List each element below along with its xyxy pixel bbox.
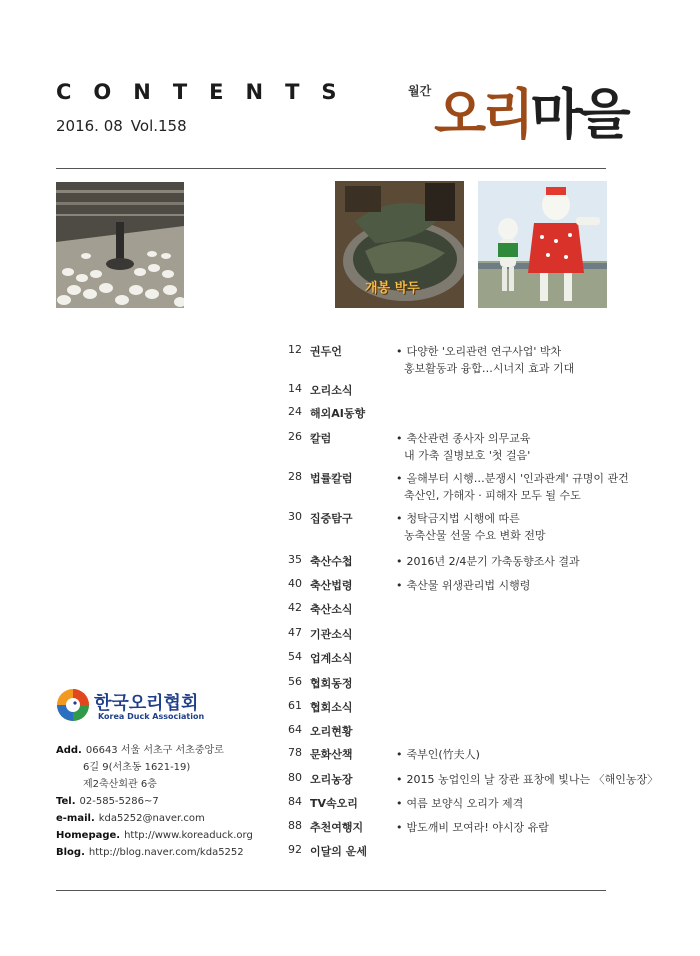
homepage-link[interactable]: http://www.koreaduck.org bbox=[124, 830, 253, 841]
bullet-icon: • bbox=[396, 748, 403, 761]
toc-description-line: 농축산물 선물 수요 변화 전망 bbox=[404, 529, 546, 542]
toc-description bbox=[396, 430, 530, 464]
issue-volume: Vol.158 bbox=[130, 117, 187, 135]
toc-description-line: 다양한 '오리관련 연구사업' 박차 bbox=[406, 345, 562, 358]
email-line bbox=[56, 810, 253, 827]
toc-description-line: 올해부터 시행…분쟁시 '인과관계' 규명이 관건 bbox=[406, 472, 629, 485]
toc-page-number: 92 bbox=[288, 843, 302, 856]
toc-page-number: 30 bbox=[288, 510, 302, 523]
toc-section-title: 협회소식 bbox=[310, 701, 353, 714]
magazine-monthly-label: 월간 bbox=[408, 84, 432, 98]
bullet-icon: • bbox=[396, 579, 403, 592]
email-link[interactable]: kda5252@naver.com bbox=[98, 813, 205, 824]
toc-section-title: 협회동정 bbox=[310, 677, 353, 690]
dish-photo-caption: 개봉 박두 bbox=[365, 281, 420, 296]
toc-section-title: 축산수첩 bbox=[310, 555, 353, 568]
toc-section-title: 집중탐구 bbox=[310, 512, 353, 525]
address-line-1 bbox=[56, 742, 253, 759]
toc-description bbox=[396, 510, 546, 544]
toc-description bbox=[396, 553, 580, 570]
toc-description bbox=[396, 746, 480, 763]
toc-description-line: 홍보활동과 융합…시너지 효과 기대 bbox=[404, 362, 575, 375]
tel-value: 02-585-5286~7 bbox=[79, 796, 159, 807]
bullet-icon: • bbox=[396, 512, 403, 525]
toc-page-number: 26 bbox=[288, 430, 302, 443]
toc-page-number: 61 bbox=[288, 699, 302, 712]
toc-description-line: 여름 보양식 오리가 제격 bbox=[406, 797, 524, 810]
address-value-1: 06643 서울 서초구 서초중앙로 bbox=[85, 745, 224, 756]
magazine-brand-text bbox=[434, 72, 627, 149]
association-logo bbox=[56, 688, 216, 726]
statue-illustration bbox=[478, 181, 607, 308]
toc-page-number: 78 bbox=[288, 746, 302, 759]
toc-section-title: TV속오리 bbox=[310, 797, 358, 810]
toc-description bbox=[396, 771, 658, 788]
top-divider bbox=[56, 168, 606, 169]
duck-dish-photo bbox=[335, 181, 464, 308]
toc-description-line: 죽부인(竹夫人) bbox=[406, 748, 480, 761]
duck-farm-photo bbox=[56, 182, 184, 308]
association-name-ko: 한국오리협회 bbox=[94, 693, 199, 714]
toc-description bbox=[396, 819, 549, 836]
toc-section-title: 법률칼럼 bbox=[310, 472, 353, 485]
toc-section-title: 오리소식 bbox=[310, 384, 353, 397]
toc-section-title: 이달의 운세 bbox=[310, 845, 367, 858]
toc-description bbox=[396, 470, 629, 504]
toc-description bbox=[396, 795, 523, 812]
toc-section-title: 해외AI동향 bbox=[310, 407, 366, 420]
toc-page-number: 24 bbox=[288, 405, 302, 418]
toc-section-title: 오리농장 bbox=[310, 773, 353, 786]
homepage-line bbox=[56, 827, 253, 844]
address-line-3: 제2축산회관 6층 bbox=[83, 779, 157, 790]
contents-title: CONTENTS bbox=[56, 80, 359, 104]
address-line-2: 6길 9(서초동 1621-19) bbox=[83, 762, 191, 773]
toc-description-line: 청탁금지법 시행에 따른 bbox=[406, 512, 520, 525]
bullet-icon: • bbox=[396, 555, 403, 568]
toc-description-line: 밤도깨비 모여라! 야시장 유람 bbox=[406, 821, 549, 834]
toc-page-number: 35 bbox=[288, 553, 302, 566]
toc-section-title: 문화산책 bbox=[310, 748, 353, 761]
blog-link[interactable]: http://blog.naver.com/kda5252 bbox=[88, 847, 244, 858]
magazine-logo bbox=[404, 68, 627, 160]
contact-info bbox=[56, 742, 253, 861]
blog-line bbox=[56, 844, 253, 861]
toc-page-number: 28 bbox=[288, 470, 302, 483]
bullet-icon: • bbox=[396, 472, 403, 485]
association-name-en: Korea Duck Association bbox=[98, 712, 205, 721]
email-label: e-mail. bbox=[56, 813, 95, 824]
toc-section-title: 오리현황 bbox=[310, 725, 353, 738]
bottom-divider bbox=[56, 890, 606, 891]
toc-description-line: 축산물 위생관리법 시행령 bbox=[406, 579, 531, 592]
toc-description-line: 축산관련 종사자 의무교육 bbox=[406, 432, 531, 445]
toc-section-title: 축산법령 bbox=[310, 579, 353, 592]
magazine-brand-part2: 마을 bbox=[530, 82, 627, 146]
toc-page-number: 56 bbox=[288, 675, 302, 688]
toc-page-number: 47 bbox=[288, 626, 302, 639]
tel-label: Tel. bbox=[56, 796, 76, 807]
bullet-icon: • bbox=[396, 345, 403, 358]
toc-description-line: 2015 농업인의 날 장관 표창에 빛나는 〈해인농장〉 bbox=[406, 773, 659, 786]
association-duck-icon bbox=[56, 688, 90, 722]
toc-description-line: 2016년 2/4분기 가축동향조사 결과 bbox=[406, 555, 580, 568]
bullet-icon: • bbox=[396, 773, 403, 786]
issue-line bbox=[56, 117, 187, 135]
toc-section-title: 업계소식 bbox=[310, 652, 353, 665]
toc-section-title: 축산소식 bbox=[310, 603, 353, 616]
statue-photo bbox=[478, 181, 607, 308]
toc-description-line: 축산인, 가해자 · 피해자 모두 될 수도 bbox=[404, 489, 581, 502]
toc-page-number: 54 bbox=[288, 650, 302, 663]
bullet-icon: • bbox=[396, 432, 403, 445]
toc-page-number: 40 bbox=[288, 577, 302, 590]
bullet-icon: • bbox=[396, 797, 403, 810]
toc-page-number: 14 bbox=[288, 382, 302, 395]
toc-page-number: 42 bbox=[288, 601, 302, 614]
toc-page-number: 12 bbox=[288, 343, 302, 356]
issue-date: 2016. 08 bbox=[56, 117, 123, 135]
toc-description bbox=[396, 577, 530, 594]
tel-line bbox=[56, 793, 253, 810]
toc-section-title: 권두언 bbox=[310, 345, 342, 358]
duck-farm-illustration bbox=[56, 182, 184, 308]
toc-page-number: 80 bbox=[288, 771, 302, 784]
toc-section-title: 칼럼 bbox=[310, 432, 332, 445]
toc-page-number: 64 bbox=[288, 723, 302, 736]
toc-section-title: 추천여행지 bbox=[310, 821, 364, 834]
toc-description-line: 내 가축 질병보호 '첫 걸음' bbox=[404, 449, 531, 462]
toc-page-number: 84 bbox=[288, 795, 302, 808]
toc-description bbox=[396, 343, 574, 377]
toc-page-number: 88 bbox=[288, 819, 302, 832]
toc-section-title: 기관소식 bbox=[310, 628, 353, 641]
magazine-brand-part1: 오리 bbox=[434, 82, 531, 146]
homepage-label: Homepage. bbox=[56, 830, 121, 841]
blog-label: Blog. bbox=[56, 847, 85, 858]
bullet-icon: • bbox=[396, 821, 403, 834]
address-label: Add. bbox=[56, 745, 82, 756]
